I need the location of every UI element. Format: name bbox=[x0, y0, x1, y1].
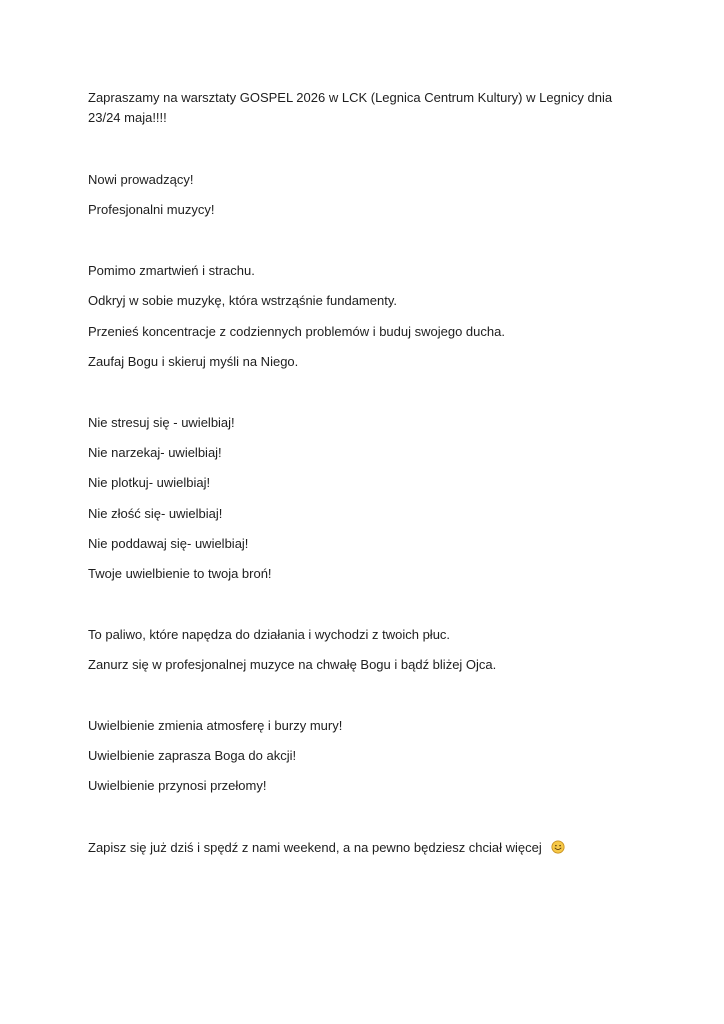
closing-line bbox=[88, 838, 565, 858]
paragraph-line: Uwielbienie zmienia atmosferę i burzy mury! bbox=[88, 718, 343, 733]
intro-line-1: Zapraszamy na warsztaty GOSPEL 2026 w LCK (Legnica Centrum Kultury) w Legnicy dnia bbox=[88, 90, 613, 105]
paragraph-line: Nie złość się- uwielbiaj! bbox=[88, 506, 223, 521]
paragraph-line: Twoje uwielbienie to twoja broń! bbox=[88, 566, 272, 581]
paragraph-line: Uwielbienie przynosi przełomy! bbox=[88, 778, 267, 793]
closing-text: Zapisz się już dziś i spędź z nami weekend, a na pewno będziesz chciał więcej bbox=[88, 840, 542, 855]
paragraph-line: Zanurz się w profesjonalnej muzyce na chwałę Bogu i bądź bliżej Ojca. bbox=[88, 657, 497, 672]
intro-line-2: 23/24 maja!!!! bbox=[88, 110, 167, 125]
paragraph-line: Nie stresuj się - uwielbiaj! bbox=[88, 415, 235, 430]
smiley-face-icon bbox=[551, 840, 565, 854]
paragraph-line: Nie narzekaj- uwielbiaj! bbox=[88, 445, 222, 460]
paragraph-line: Pomimo zmartwień i strachu. bbox=[88, 263, 255, 278]
paragraph-line: Zaufaj Bogu i skieruj myśli na Niego. bbox=[88, 354, 299, 369]
paragraph-line: To paliwo, które napędza do działania i wychodzi z twoich płuc. bbox=[88, 627, 451, 642]
paragraph-line: Nie poddawaj się- uwielbiaj! bbox=[88, 536, 249, 551]
paragraph-line: Uwielbienie zaprasza Boga do akcji! bbox=[88, 748, 297, 763]
paragraph-line: Nie plotkuj- uwielbiaj! bbox=[88, 475, 211, 490]
paragraph-line: Nowi prowadzący! bbox=[88, 172, 194, 187]
paragraph-line: Profesjonalni muzycy! bbox=[88, 202, 215, 217]
paragraph-line: Odkryj w sobie muzykę, która wstrząśnie fundamenty. bbox=[88, 293, 397, 308]
paragraph-line: Przenieś koncentracje z codziennych problemów i buduj swojego ducha. bbox=[88, 324, 505, 339]
